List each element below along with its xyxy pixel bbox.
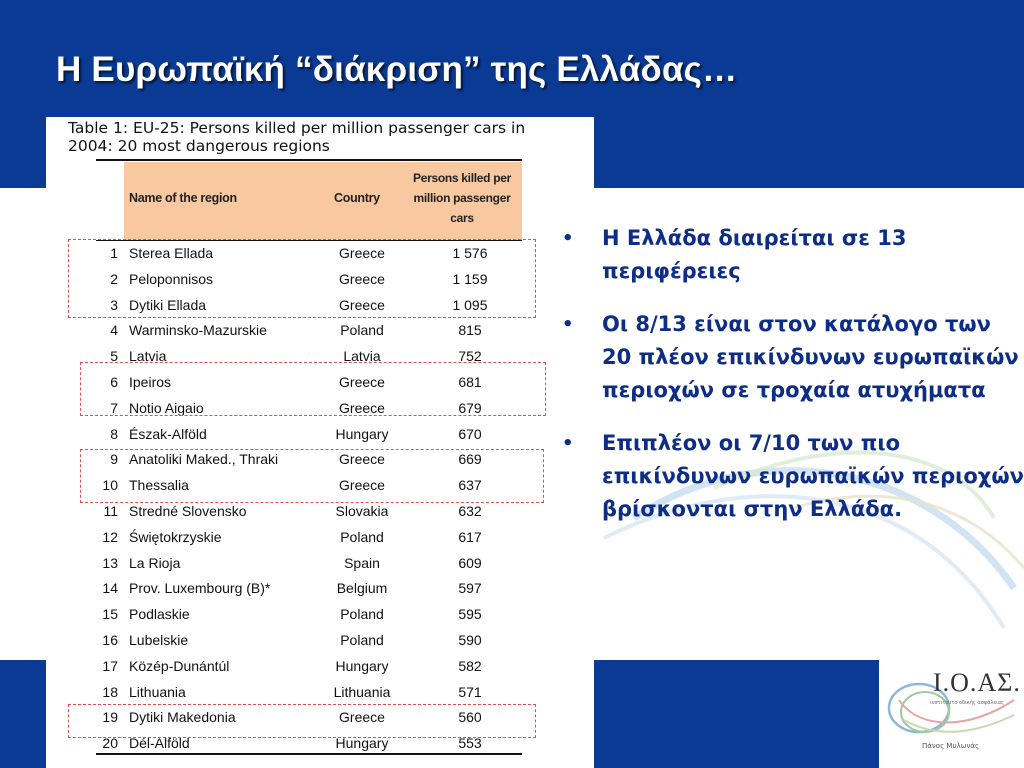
row-country: Greece xyxy=(339,477,385,494)
bullet-marker: • xyxy=(562,433,574,454)
row-value: 815 xyxy=(458,322,482,339)
row-country: Poland xyxy=(340,528,384,545)
row-country: Poland xyxy=(340,632,384,648)
row-value: 632 xyxy=(458,503,482,519)
bullet-list xyxy=(560,222,1024,546)
row-region-name: Lithuania xyxy=(129,683,186,700)
row-rank: 16 xyxy=(102,632,118,648)
row-rank: 11 xyxy=(103,503,118,519)
row-region-name: La Rioja xyxy=(129,554,181,571)
row-country: Greece xyxy=(339,245,385,261)
logo-text: Ι.Ο.ΑΣ. xyxy=(933,668,1021,697)
row-country: Belgium xyxy=(336,580,388,597)
bullet-item: • Η Ελλάδα διαιρείται σε 13 περιφέρειες xyxy=(560,222,1024,288)
row-rank: 15 xyxy=(102,606,118,623)
row-value: 1 095 xyxy=(452,296,488,313)
logo-name: Πάνος Μυλωνάς xyxy=(922,742,980,750)
row-rank: 20 xyxy=(102,735,118,752)
row-country: Poland xyxy=(340,606,384,623)
row-region-name: Anatoliki Maked., Thraki xyxy=(129,451,279,468)
table-bottom-rule xyxy=(96,753,522,755)
row-region-name: Közép-Dunántúl xyxy=(129,657,230,674)
row-country: Slovakia xyxy=(335,503,389,519)
row-rank: 9 xyxy=(110,451,118,468)
row-value: 597 xyxy=(458,580,482,597)
logo-subtitle: ινστιτούτο οδικής ασφάλειας xyxy=(930,700,1005,706)
row-region-name: Thessalia xyxy=(129,477,189,494)
row-rank: 2 xyxy=(110,270,118,287)
row-value: 582 xyxy=(458,657,482,674)
table-row xyxy=(96,525,522,551)
row-country: Greece xyxy=(339,270,385,287)
row-country: Poland xyxy=(340,322,384,339)
row-region-name: Prov. Luxembourg (B)* xyxy=(129,580,271,597)
row-value: 617 xyxy=(458,528,482,545)
row-country: Greece xyxy=(339,451,385,468)
bullet-item: • Επιπλέον οι 7/10 των πιο επικίνδυνων ευρωπαϊκών περιοχών βρίσκονται στην Ελλάδα. xyxy=(560,427,1024,526)
row-region-name: Świętokrzyskie xyxy=(129,528,222,545)
row-value: 670 xyxy=(458,425,482,442)
header-region-name: Name of the region xyxy=(129,191,237,205)
bullet-item: • Οι 8/13 είναι στον κατάλογο των 20 πλέον επικίνδυνων ευρωπαϊκών περιοχών σε τροχαία ατυχήματα xyxy=(560,308,1024,407)
row-rank: 10 xyxy=(102,477,118,494)
row-region-name: Peloponnisos xyxy=(129,270,214,287)
table-row xyxy=(96,318,522,344)
row-country: Latvia xyxy=(343,348,381,365)
highlight-rows-9-10 xyxy=(80,449,544,503)
table-row xyxy=(96,602,522,628)
table-row xyxy=(96,551,522,577)
row-region-name: Észak-Alföld xyxy=(129,425,207,442)
row-value: 1 576 xyxy=(452,245,488,261)
row-country: Hungary xyxy=(335,735,389,752)
row-country: Greece xyxy=(339,374,385,390)
row-value: 553 xyxy=(458,735,482,752)
row-value: 595 xyxy=(458,606,482,623)
table-row xyxy=(96,422,522,448)
row-value: 590 xyxy=(458,632,482,648)
row-value: 637 xyxy=(458,477,482,494)
highlight-rows-1-3 xyxy=(68,239,536,318)
row-rank: 18 xyxy=(102,683,118,700)
highlight-row-19 xyxy=(68,704,536,738)
table-top-rule xyxy=(96,159,522,161)
row-region-name: Latvia xyxy=(129,348,167,365)
row-country: Greece xyxy=(339,709,385,726)
row-value: 1 159 xyxy=(452,270,488,287)
row-region-name: Dytiki Ellada xyxy=(129,296,207,313)
table-caption: Table 1: EU-25: Persons killed per million passenger cars in 2004: 20 most dangerous regions xyxy=(68,119,526,155)
row-country: Hungary xyxy=(335,425,389,442)
bullet-marker: • xyxy=(562,314,574,335)
bullet-marker: • xyxy=(562,228,574,249)
row-rank: 17 xyxy=(102,657,118,674)
row-region-name: Ipeiros xyxy=(129,374,172,390)
highlight-rows-6-7 xyxy=(80,362,546,416)
row-rank: 14 xyxy=(102,580,118,597)
table-row xyxy=(96,680,522,706)
row-region-name: Lubelskie xyxy=(129,632,189,648)
row-region-name: Podlaskie xyxy=(129,606,190,623)
row-value: 560 xyxy=(458,709,482,726)
row-country: Greece xyxy=(339,399,385,416)
row-rank: 13 xyxy=(102,554,118,571)
row-rank: 8 xyxy=(110,425,118,442)
row-value: 679 xyxy=(458,399,482,416)
row-rank: 12 xyxy=(102,528,118,545)
table-row xyxy=(96,654,522,680)
row-rank: 5 xyxy=(110,348,118,365)
row-region-name: Sterea Ellada xyxy=(129,245,214,261)
row-region-name: Warminsko-Mazurskie xyxy=(129,322,267,339)
row-country: Hungary xyxy=(335,657,389,674)
header-persons-killed: Persons killed per million passenger cars xyxy=(413,171,511,225)
row-region-name: Notio Aigaio xyxy=(129,399,204,416)
row-value: 669 xyxy=(458,451,482,468)
row-rank: 3 xyxy=(110,296,118,313)
row-rank: 19 xyxy=(102,709,118,726)
row-country: Lithuania xyxy=(333,683,391,700)
row-country: Spain xyxy=(344,554,380,571)
row-region-name: Stredné Slovensko xyxy=(129,503,247,519)
slide-title: Η Ευρωπαϊκή “διάκριση” της Ελλάδας… xyxy=(56,50,738,89)
row-country: Greece xyxy=(339,296,385,313)
row-value: 681 xyxy=(458,374,482,390)
table-row xyxy=(96,576,522,602)
row-value: 609 xyxy=(458,554,482,571)
row-value: 752 xyxy=(458,348,482,365)
row-rank: 4 xyxy=(110,322,118,339)
row-rank: 1 xyxy=(110,245,118,261)
row-rank: 7 xyxy=(110,399,118,416)
table-row xyxy=(96,628,522,654)
header-country: Country xyxy=(334,191,380,205)
row-region-name: Dytiki Makedonia xyxy=(129,709,236,726)
row-value: 571 xyxy=(458,683,482,700)
row-rank: 6 xyxy=(110,374,118,390)
row-region-name: Dél-Alföld xyxy=(129,735,190,752)
